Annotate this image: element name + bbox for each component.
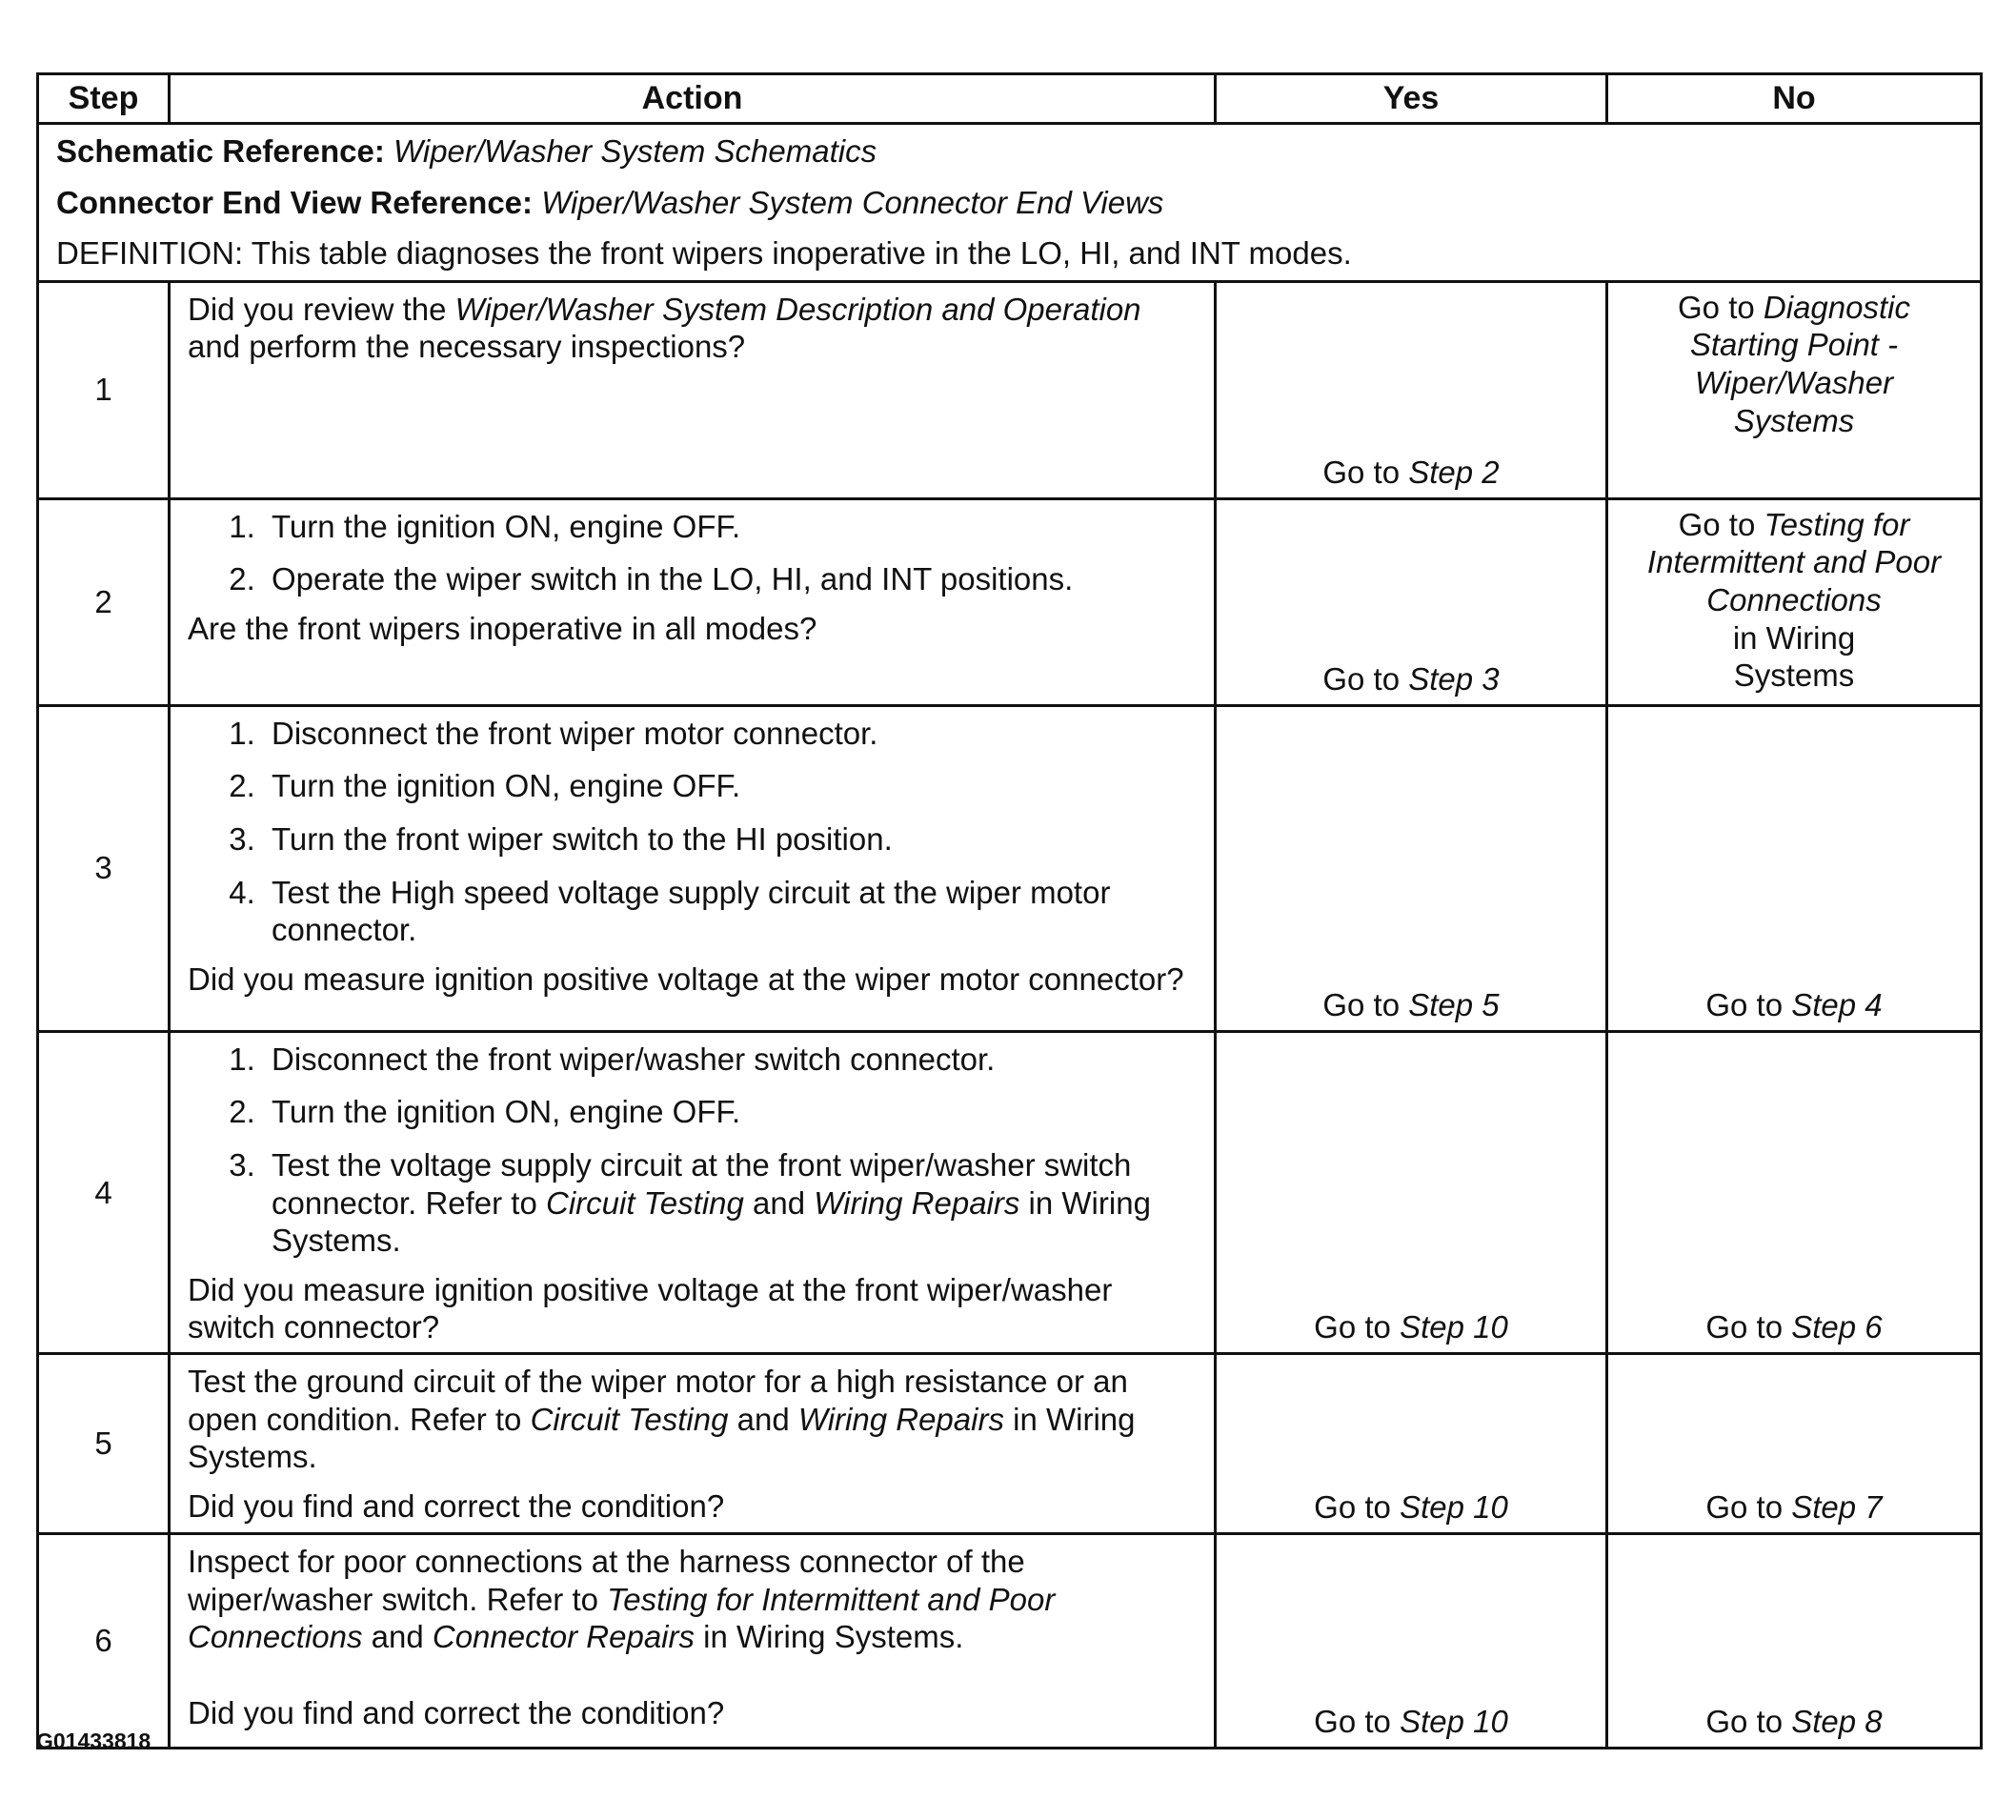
step-action — [170, 498, 1216, 705]
goto-target[interactable]: Step 10 — [1400, 1309, 1508, 1345]
no-goto[interactable] — [1608, 986, 1980, 1024]
step-question: Did you measure ignition positive voltage at the wiper motor connector? — [188, 961, 1184, 997]
step-number: 6 — [38, 1533, 170, 1748]
step-question: Did you find and correct the condition? — [188, 1694, 725, 1730]
yes-goto[interactable] — [1217, 1703, 1605, 1741]
action-text-part: in Wiring Systems. — [695, 1619, 964, 1655]
goto-prefix: Go to — [1678, 289, 1764, 325]
yes-cell — [1216, 1031, 1607, 1353]
goto-target[interactable]: Step 4 — [1791, 987, 1883, 1023]
action-text-part: and — [728, 1401, 798, 1437]
goto-target[interactable]: Step 6 — [1791, 1309, 1883, 1345]
yes-goto[interactable] — [1217, 454, 1605, 492]
step-action — [170, 281, 1216, 498]
list-item-text: in Wiring Systems. — [272, 1184, 1151, 1259]
yes-cell — [1216, 498, 1607, 705]
yes-goto[interactable] — [1217, 1308, 1605, 1346]
table-row — [38, 1533, 1982, 1748]
step-action — [170, 1533, 1216, 1748]
goto-target[interactable]: Step 10 — [1400, 1704, 1508, 1740]
list-item: 4. Test the High speed voltage supply circuit at the wiper motor connector. — [264, 874, 1197, 949]
connector-reference-label: Connector End View Reference: — [56, 184, 534, 220]
step-question: Did you find and correct the condition? — [188, 1487, 725, 1524]
goto-prefix: Go to — [1705, 987, 1792, 1023]
table-row — [38, 1353, 1982, 1533]
header-yes: Yes — [1216, 74, 1607, 124]
goto-prefix: Go to — [1705, 1309, 1792, 1345]
table-row — [38, 281, 1982, 498]
goto-target[interactable]: Step 8 — [1791, 1704, 1883, 1740]
header-no: No — [1607, 74, 1982, 124]
goto-prefix: Go to — [1314, 1704, 1401, 1740]
action-text-part: and perform the necessary inspections? — [188, 329, 746, 365]
no-goto[interactable] — [1608, 1703, 1980, 1741]
step-question: Are the front wipers inoperative in all modes? — [188, 610, 817, 646]
yes-goto[interactable] — [1217, 986, 1605, 1024]
action-link[interactable]: Circuit Testing — [530, 1401, 729, 1437]
table-row — [38, 705, 1982, 1031]
action-text-part: in Wiring Systems. — [188, 1401, 1136, 1475]
list-item — [264, 1146, 1197, 1260]
action-link[interactable]: Wiring Repairs — [814, 1184, 1020, 1221]
yes-goto[interactable] — [1217, 1488, 1605, 1527]
action-list — [188, 715, 1197, 949]
goto-target[interactable]: Step 5 — [1408, 987, 1500, 1023]
table-row — [38, 1031, 1982, 1353]
list-item-text: Test the voltage supply circuit at the front wiper/washer switch connector. Refer to — [272, 1146, 1132, 1221]
list-item: 3. Turn the front wiper switch to the HI position. — [264, 820, 1197, 859]
goto-prefix: Go to — [1705, 1704, 1792, 1740]
action-link[interactable]: Connector Repairs — [432, 1619, 695, 1655]
action-link[interactable]: Circuit Testing — [546, 1184, 744, 1221]
header-row — [38, 74, 1982, 124]
list-item-text: and — [743, 1184, 815, 1221]
goto-target[interactable]: Step 3 — [1408, 661, 1500, 698]
schematic-reference-link[interactable]: Wiper/Washer System Schematics — [393, 133, 877, 169]
step-number: 5 — [38, 1353, 170, 1533]
step-action — [170, 1353, 1216, 1533]
list-item: 2. Turn the ignition ON, engine OFF. — [264, 1093, 1197, 1131]
list-item: 2. Turn the ignition ON, engine OFF. — [264, 767, 1197, 805]
list-item: 2. Operate the wiper switch in the LO, HI, and INT positions. — [264, 560, 1197, 598]
step-action — [170, 705, 1216, 1031]
goto-prefix: Go to — [1322, 661, 1409, 698]
goto-target[interactable]: Diagnostic Starting Point - Wiper/Washer Systems — [1689, 289, 1910, 438]
yes-goto[interactable] — [1217, 660, 1605, 698]
table-row — [38, 498, 1982, 705]
action-text-part: Did you review the — [188, 291, 455, 327]
definition-text: DEFINITION: This table diagnoses the front wipers inoperative in the LO, HI, and INT modes. — [56, 235, 1352, 272]
no-cell — [1607, 1533, 1982, 1748]
yes-cell — [1216, 1353, 1607, 1533]
list-item: 1. Disconnect the front wiper motor connector. — [264, 715, 1197, 753]
goto-prefix: Go to — [1678, 506, 1764, 542]
action-text-part: Test the ground circuit of the wiper motor for a high resistance or an open condition. Refer to — [188, 1363, 1128, 1437]
goto-prefix: Go to — [1322, 455, 1409, 491]
no-cell — [1607, 281, 1982, 498]
no-cell — [1607, 498, 1982, 705]
step-number: 1 — [38, 281, 170, 498]
action-text — [188, 1363, 1197, 1476]
step-question: Did you measure ignition positive voltage at the front wiper/washer switch connector? — [188, 1271, 1113, 1345]
goto-suffix: in Wiring Systems — [1732, 619, 1856, 694]
figure-id: G01433818 — [36, 1729, 151, 1753]
goto-prefix: Go to — [1314, 1309, 1401, 1345]
no-cell — [1607, 1031, 1982, 1353]
goto-target[interactable]: Step 10 — [1400, 1489, 1508, 1526]
connector-reference — [56, 184, 1963, 222]
header-step: Step — [38, 74, 170, 124]
no-goto[interactable] — [1608, 1488, 1980, 1527]
action-link[interactable]: Wiper/Washer System Description and Operation — [454, 291, 1141, 327]
list-item: 1. Turn the ignition ON, engine OFF. — [264, 508, 1197, 546]
connector-reference-link[interactable]: Wiper/Washer System Connector End Views — [541, 184, 1164, 220]
goto-target[interactable]: Testing for Intermittent and Poor Connections — [1646, 506, 1942, 617]
step-number: 4 — [38, 1031, 170, 1353]
step-number: 2 — [38, 498, 170, 705]
diagnostic-table — [36, 72, 1983, 1749]
reference-row — [38, 124, 1982, 282]
yes-cell — [1216, 705, 1607, 1031]
action-text — [188, 1543, 1197, 1656]
yes-cell — [1216, 281, 1607, 498]
schematic-reference-label: Schematic Reference: — [56, 133, 385, 169]
goto-prefix: Go to — [1322, 987, 1409, 1023]
goto-target[interactable]: Step 7 — [1791, 1489, 1883, 1526]
step-number: 3 — [38, 705, 170, 1031]
goto-target[interactable]: Step 2 — [1408, 455, 1500, 491]
list-item: 1. Disconnect the front wiper/washer switch connector. — [264, 1041, 1197, 1079]
action-link[interactable]: Wiring Repairs — [797, 1401, 1004, 1437]
reference-cell — [38, 124, 1982, 282]
action-list — [188, 508, 1197, 598]
action-list — [188, 1041, 1197, 1260]
no-goto[interactable] — [1608, 500, 1980, 700]
no-cell — [1607, 705, 1982, 1031]
no-cell — [1607, 1353, 1982, 1533]
schematic-reference — [56, 132, 1963, 171]
action-text — [188, 291, 1197, 366]
action-text-part: Inspect for poor connections at the harness connector of the wiper/washer switch. Refer to — [188, 1543, 1025, 1617]
action-link[interactable]: Testing for Intermittent and Poor Connections — [188, 1581, 1056, 1655]
action-text-part: and — [362, 1619, 433, 1655]
no-goto[interactable] — [1608, 283, 1980, 445]
step-action — [170, 1031, 1216, 1353]
yes-cell — [1216, 1533, 1607, 1748]
header-action: Action — [170, 74, 1216, 124]
goto-prefix: Go to — [1314, 1489, 1401, 1526]
goto-prefix: Go to — [1705, 1489, 1792, 1526]
no-goto[interactable] — [1608, 1308, 1980, 1346]
